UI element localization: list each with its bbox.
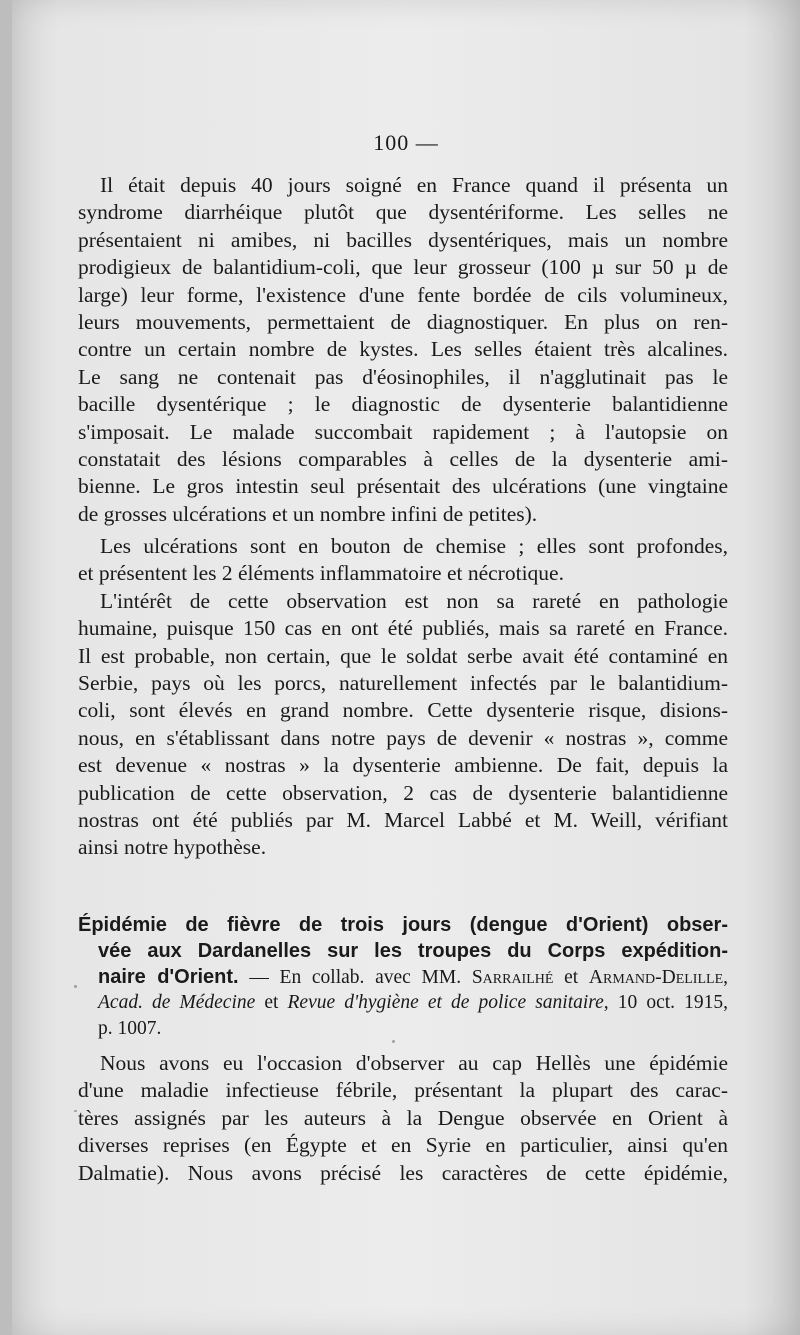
section-heading (78, 912, 728, 964)
text-line: s'imposait. Le malade succombait rapidement ; à l'autopsie on (78, 419, 728, 444)
text-line: leurs mouvements, permettaient de diagnostiquer. En plus on ren- (78, 309, 728, 334)
paragraph-discussion (78, 533, 728, 862)
paper-speck (74, 985, 77, 988)
heading-tail: naire d'Orient. (98, 966, 239, 988)
journal-name: Revue d'hygiène et de police sanitaire, (287, 992, 609, 1013)
text-line: Les ulcérations sont en bouton de chemise ; elles sont profondes, (100, 534, 728, 558)
text-line: nostras ont été publiés par M. Marcel Labbé et M. Weill, vérifiant (78, 807, 728, 832)
author-name: Armand-Delille, (588, 967, 728, 988)
conjunction: et (255, 992, 288, 1013)
collab-prefix: — En collab. avec MM. (238, 967, 472, 988)
publication-date: 10 oct. 1915, (608, 992, 728, 1013)
text-line: bienne. Le gros intestin seul présentait des ulcérations (une vingtaine (78, 474, 728, 499)
bibliographic-reference (98, 964, 728, 1042)
reference-page: p. 1007. (98, 1018, 162, 1039)
paper-speck (74, 1110, 77, 1112)
book-page (12, 0, 800, 1335)
text-line: L'intérêt de cette observation est non sa rareté en pathologie (100, 588, 728, 613)
text-line: Serbie, pays où les porcs, naturellement infectés par le balantidium- (78, 670, 728, 695)
text-line: Dalmatie). Nous avons précisé les caractères de cette épidémie, (78, 1160, 728, 1185)
text-line: publication de cette observation, 2 cas de dysenterie balantidienne (78, 780, 728, 805)
text-line: large) leur forme, l'existence d'une fente bordée de cils volumineux, (78, 282, 728, 307)
text-line: de grosses ulcérations et un nombre infini de petites). (78, 501, 538, 526)
page-number: 100 — (373, 130, 439, 155)
text-line: Il était depuis 40 jours soigné en France quand il présenta un (100, 173, 728, 197)
heading-line: Épidémie de fièvre de trois jours (dengue d'Orient) obser- (78, 914, 728, 936)
text-line: humaine, puisque 150 cas en ont été publiés, mais sa rareté en France. (78, 616, 728, 641)
paragraph-dengue (78, 1050, 728, 1187)
text-line: bacille dysentérique ; le diagnostic de dysenterie balantidienne (78, 392, 728, 417)
text-line: Il est probable, non certain, que le soldat serbe avait été contaminé en (78, 643, 728, 668)
author-name: Sarrailhé (471, 967, 554, 988)
reference-line (98, 990, 728, 1016)
reference-line (98, 964, 728, 990)
text-line: ainsi notre hypothèse. (78, 835, 267, 860)
conjunction: et (553, 967, 589, 988)
text-line: d'une maladie infectieuse fébrile, présentant la plupart des carac- (78, 1078, 728, 1103)
heading-line: vée aux Dardanelles sur les troupes du Corps expédition- (98, 940, 728, 962)
journal-name: Acad. de Médecine (98, 992, 256, 1013)
text-line: nous, en s'établissant dans notre pays de devenir « nostras », comme (78, 725, 728, 750)
text-line: prodigieux de balantidium-coli, que leur grosseur (100 µ sur 50 µ de (78, 255, 728, 280)
paragraph-case-report (78, 172, 728, 528)
text-line: constatait des lésions comparables à celles de la dysenterie ami- (78, 446, 728, 471)
text-line: et présentent les 2 éléments inflammatoire et nécrotique. (78, 561, 564, 586)
text-line: tères assignés par les auteurs à la Dengue observée en Orient à (78, 1105, 728, 1130)
text-line: Le sang ne contenait pas d'éosinophiles, il n'agglutinait pas le (78, 364, 728, 389)
text-line: coli, sont élevés en grand nombre. Cette dysenterie risque, disions- (78, 698, 728, 723)
text-line: présentaient ni amibes, ni bacilles dysentériques, mais un nombre (78, 227, 728, 252)
text-line: syndrome diarrhéique plutôt que dysentériforme. Les selles ne (78, 200, 728, 225)
text-line: Nous avons eu l'occasion d'observer au cap Hellès une épidémie (100, 1051, 728, 1075)
text-line: diverses reprises (en Égypte et en Syrie en particulier, ainsi qu'en (78, 1133, 728, 1158)
text-line: contre un certain nombre de kystes. Les selles étaient très alcalines. (78, 337, 728, 362)
paper-speck (392, 1040, 395, 1043)
text-line: est devenue « nostras » la dysenterie ambienne. De fait, depuis la (78, 753, 728, 778)
